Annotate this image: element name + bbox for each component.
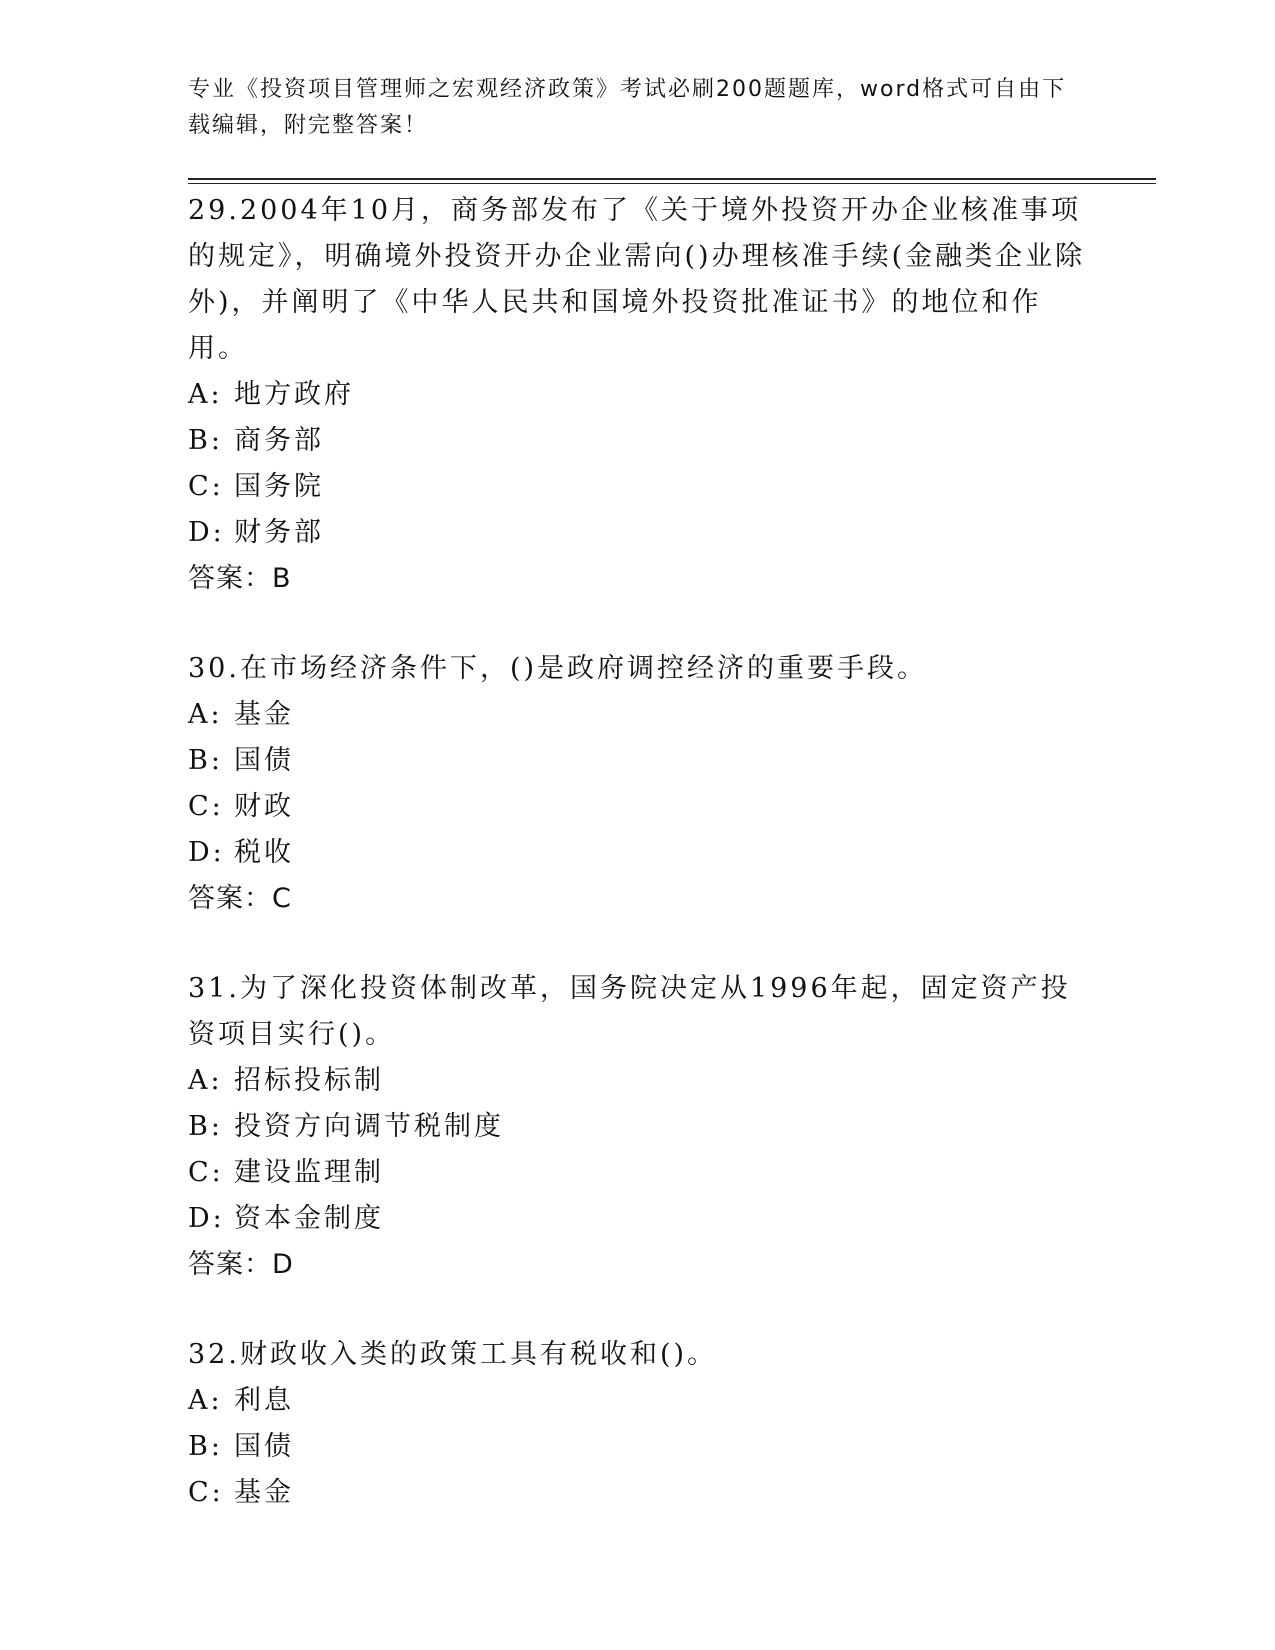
- option-a: [188, 692, 1088, 738]
- question-text: 30.在市场经济条件下，()是政府调控经济的重要手段。: [188, 653, 928, 684]
- option-text: 投资方向调节税制度: [234, 1111, 504, 1142]
- answer-line: [188, 876, 1088, 922]
- document-header: 专业《投资项目管理师之宏观经济政策》考试必刷200题题库，word格式可自由下载编辑，附完整答案！: [188, 77, 1067, 138]
- answer-line: [188, 1242, 1088, 1288]
- option-letter: A:: [188, 699, 223, 730]
- option-c: [188, 1470, 1088, 1516]
- option-d: [188, 510, 1088, 556]
- option-letter: B:: [188, 425, 223, 456]
- option-b: [188, 1104, 1088, 1150]
- option-a: [188, 1378, 1088, 1424]
- option-letter: A:: [188, 1065, 223, 1096]
- option-text: 基金: [234, 1477, 294, 1508]
- option-text: 商务部: [234, 425, 324, 456]
- option-text: 财政: [234, 791, 294, 822]
- question-text: 31.为了深化投资体制改革，国务院决定从1996年起，固定资产投资项目实行()。: [188, 973, 1071, 1050]
- question-list: [188, 188, 1088, 1516]
- question-30: [188, 646, 1088, 922]
- option-letter: D:: [188, 517, 225, 548]
- question-29: [188, 188, 1088, 602]
- option-text: 国债: [234, 1431, 294, 1462]
- answer-label: 答案：: [188, 1249, 272, 1280]
- answer-label: 答案：: [188, 883, 272, 914]
- option-text: 国务院: [234, 471, 324, 502]
- option-a: [188, 1058, 1088, 1104]
- answer-line: [188, 556, 1088, 602]
- option-d: [188, 830, 1088, 876]
- answer-value: C: [272, 883, 292, 914]
- header-divider-thin: [188, 183, 1156, 184]
- answer-value: D: [272, 1249, 294, 1280]
- option-letter: A:: [188, 379, 223, 410]
- answer-value: B: [272, 563, 292, 594]
- option-letter: C:: [188, 471, 224, 502]
- question-31: [188, 966, 1088, 1288]
- option-c: [188, 784, 1088, 830]
- option-text: 建设监理制: [234, 1157, 384, 1188]
- option-text: 招标投标制: [234, 1065, 384, 1096]
- option-text: 国债: [234, 745, 294, 776]
- option-text: 利息: [234, 1385, 294, 1416]
- option-b: [188, 1424, 1088, 1470]
- header-divider-thick: [188, 178, 1156, 180]
- option-letter: A:: [188, 1385, 223, 1416]
- option-letter: C:: [188, 1157, 224, 1188]
- question-spacer: [188, 922, 1088, 966]
- option-letter: B:: [188, 745, 223, 776]
- option-b: [188, 738, 1088, 784]
- option-text: 税收: [234, 837, 294, 868]
- option-b: [188, 418, 1088, 464]
- option-letter: C:: [188, 791, 224, 822]
- option-letter: D:: [188, 1203, 225, 1234]
- option-c: [188, 1150, 1088, 1196]
- option-a: [188, 372, 1088, 418]
- option-text: 基金: [234, 699, 294, 730]
- option-letter: B:: [188, 1111, 223, 1142]
- question-text: 32.财政收入类的政策工具有税收和()。: [188, 1339, 718, 1370]
- option-text: 地方政府: [234, 379, 354, 410]
- question-text: 29.2004年10月，商务部发布了《关于境外投资开办企业核准事项的规定》，明确境外投资开办企业需向()办理核准手续(金融类企业除外)，并阐明了《中华人民共和国境外投资批准证书》的地位和作用。: [188, 195, 1086, 364]
- option-d: [188, 1196, 1088, 1242]
- answer-label: 答案：: [188, 563, 272, 594]
- option-letter: C:: [188, 1477, 224, 1508]
- question-spacer: [188, 602, 1088, 646]
- option-c: [188, 464, 1088, 510]
- option-letter: B:: [188, 1431, 223, 1462]
- option-text: 财务部: [234, 517, 324, 548]
- option-text: 资本金制度: [234, 1203, 384, 1234]
- option-letter: D:: [188, 837, 225, 868]
- question-32: [188, 1332, 1088, 1516]
- question-spacer: [188, 1288, 1088, 1332]
